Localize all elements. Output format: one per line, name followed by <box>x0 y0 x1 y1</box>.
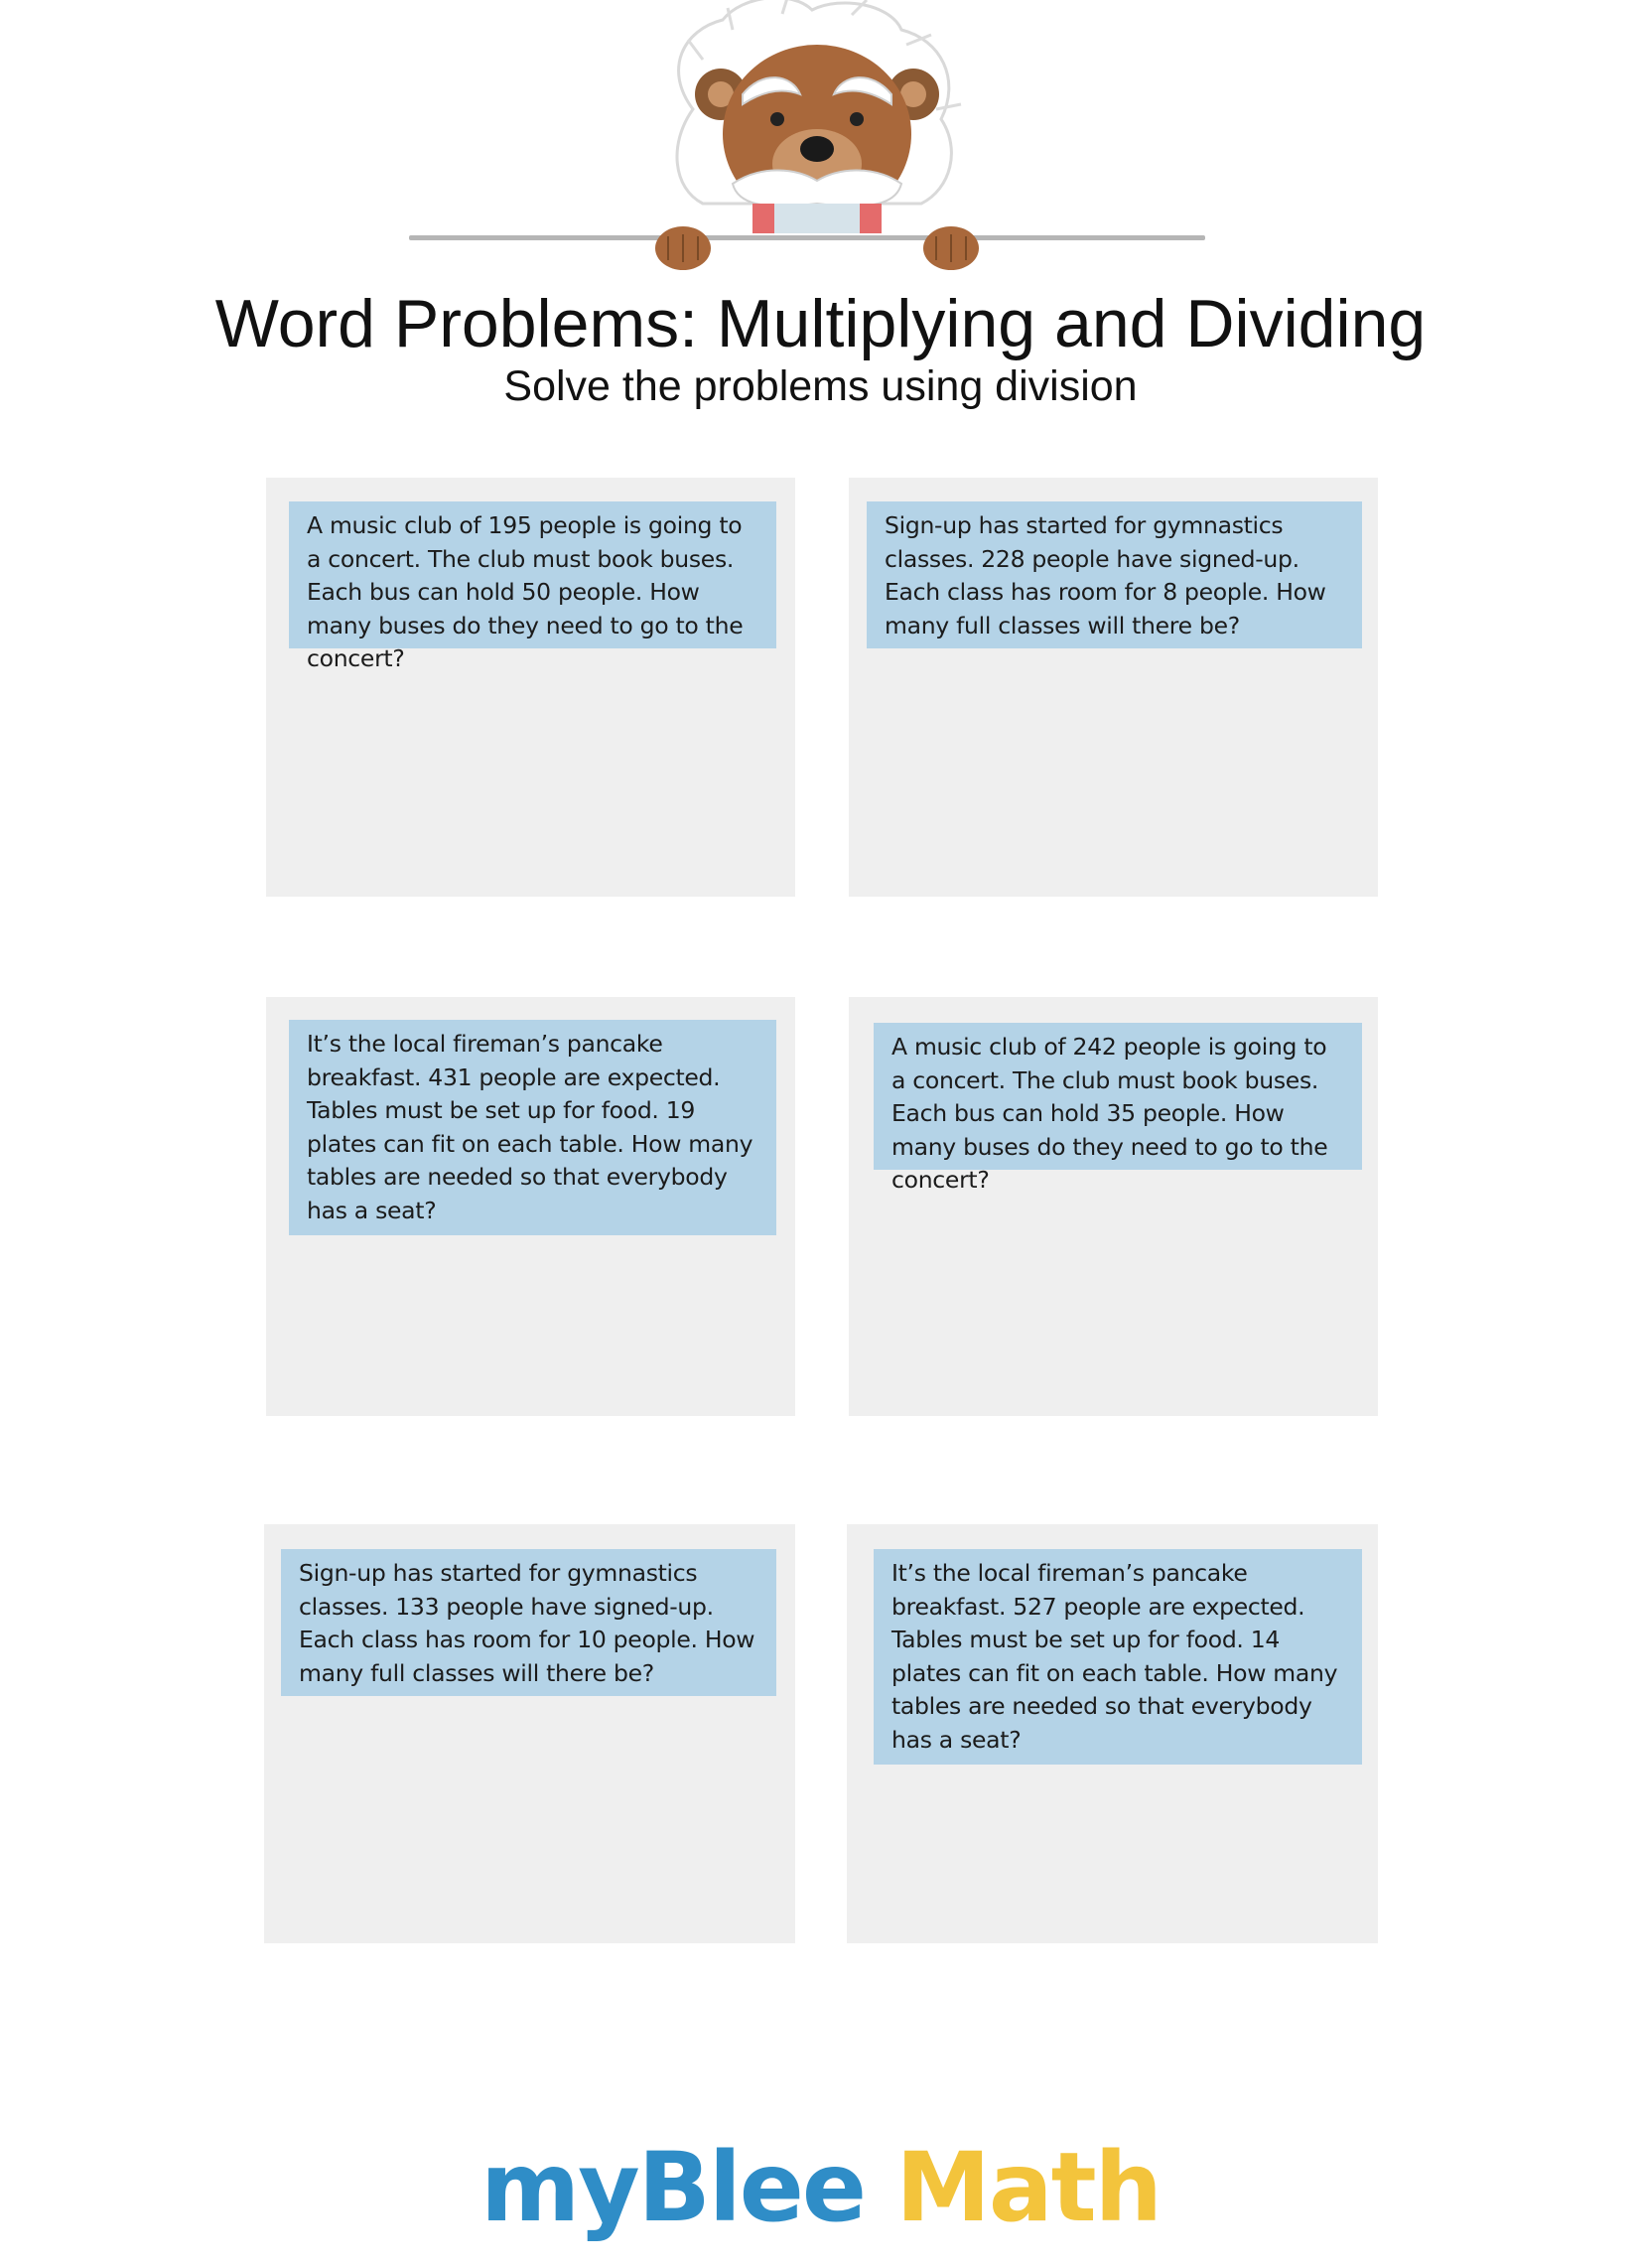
page-subtitle: Solve the problems using division <box>503 362 1138 410</box>
myblee-math-logo <box>0 2133 1641 2242</box>
problem-box-6: It’s the local fireman’s pancake breakfast. 527 people are expected. Tables must be set up for food. 14 plates can fit on each table. How many tables are needed so that everybody has a seat? <box>874 1549 1362 1765</box>
problem-box-5: Sign-up has started for gymnastics classes. 133 people have signed-up. Each class has room for 10 people. How many full classes will there be? <box>281 1549 776 1696</box>
problem-box-2: Sign-up has started for gymnastics classes. 228 people have signed-up. Each class has room for 8 people. How many full classes will there be? <box>867 501 1362 648</box>
problem-box-4: A music club of 242 people is going to a concert. The club must book buses. Each bus can hold 35 people. How many buses do they need to go to the concert? <box>874 1023 1362 1170</box>
problem-box-1: A music club of 195 people is going to a concert. The club must book buses. Each bus can hold 50 people. How many buses do they need to go to the concert? <box>289 501 776 648</box>
page-title: Word Problems: Multiplying and Dividing <box>214 286 1427 361</box>
problem-box-3: It’s the local fireman’s pancake breakfast. 431 people are expected. Tables must be set up for food. 19 plates can fit on each table. How many tables are needed so that everybody has a seat? <box>289 1020 776 1235</box>
logo-text-math: Math <box>895 2132 1161 2243</box>
mascot-bear-illustration <box>405 0 1239 273</box>
logo-text-myblee: myBlee <box>480 2132 865 2243</box>
